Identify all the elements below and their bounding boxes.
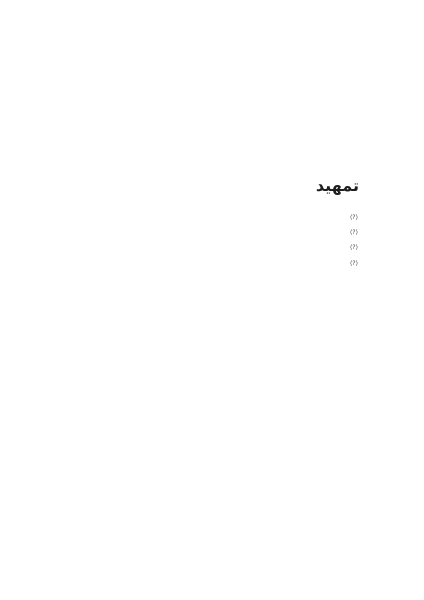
section-heading: تمهيد <box>315 176 359 195</box>
paragraph-2: ⟨?⟩ <box>349 229 358 237</box>
body-text <box>66 212 358 273</box>
paragraph-3: ⟨?⟩ <box>349 244 358 252</box>
paragraph-1: ⟨?⟩ <box>349 214 358 221</box>
paragraph-4: ⟨?⟩ <box>349 259 358 267</box>
